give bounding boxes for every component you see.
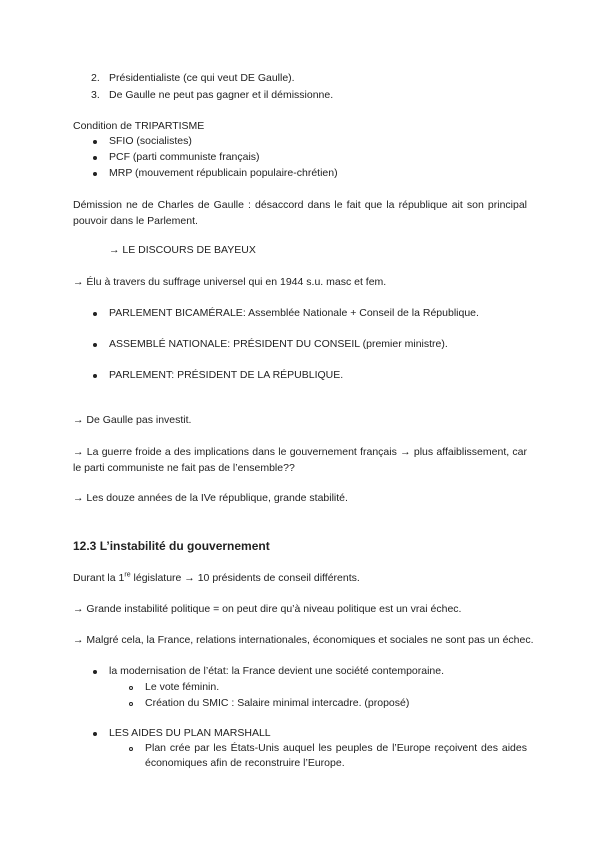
section-heading: 12.3 L’instabilité du gouvernement: [73, 539, 270, 553]
bullet-icon: [93, 732, 97, 736]
douze-annees-paragraph: → Les douze années de la IVe république, grande stabilité.: [73, 492, 348, 504]
legislature-sup: re: [124, 571, 131, 579]
numbered-item: Présidentialiste (ce qui veut DE Gaulle).: [109, 72, 295, 84]
list-item: PARLEMENT BICAMÉRALE: Assemblée Nationale + Conseil de la République.: [109, 307, 479, 319]
circle-bullet-icon: [129, 686, 133, 690]
circle-bullet-icon: [129, 747, 133, 751]
bullet-icon: [93, 140, 97, 144]
elu-paragraph: → Élu à travers du suffrage universel qui en 1944 s.u. masc et fem.: [73, 276, 387, 288]
list-item: PARLEMENT: PRÉSIDENT DE LA RÉPUBLIQUE.: [109, 369, 344, 381]
list-number: 2.: [91, 72, 100, 84]
sub-list-item: Le vote féminin.: [145, 681, 220, 693]
sub-list-item: Création du SMIC : Salaire minimal intercadre. (proposé): [145, 697, 410, 709]
bullet-icon: [93, 156, 97, 160]
list-item: la modernisation de l’état: la France devient une société contemporaine.: [109, 665, 445, 677]
list-item: PCF (parti communiste français): [109, 151, 260, 163]
pas-investit-paragraph: → De Gaulle pas investit.: [73, 414, 192, 426]
list-item: SFIO (socialistes): [109, 135, 192, 147]
legislature-pre: Durant la 1: [73, 572, 125, 584]
bullet-icon: [93, 172, 97, 176]
legislature-post: législature → 10 présidents de conseil différents.: [130, 572, 360, 584]
list-item: MRP (mouvement républicain populaire-chrétien): [109, 167, 338, 179]
demission-paragraph: Démission ne de Charles de Gaulle : désaccord dans le fait que la république ait son principal pouvoir dans le Parlement.: [73, 199, 527, 227]
circle-bullet-icon: [129, 702, 133, 706]
bullet-icon: [93, 374, 97, 378]
list-item: ASSEMBLÉ NATIONALE: PRÉSIDENT DU CONSEIL (premier ministre).: [109, 338, 448, 350]
list-number: 3.: [91, 89, 100, 101]
discours-heading: → LE DISCOURS DE BAYEUX: [109, 244, 256, 256]
list-item: LES AIDES DU PLAN MARSHALL: [109, 727, 271, 739]
bullet-icon: [93, 670, 97, 674]
tripartisme-title: Condition de TRIPARTISME: [73, 120, 205, 132]
legislature-paragraph: [73, 571, 360, 585]
guerre-froide-paragraph: → La guerre froide a des implications dans le gouvernement français → plus affaiblissement, car le parti communiste ne fait pas de l’ensemble??: [73, 446, 527, 474]
malgre-paragraph: → Malgré cela, la France, relations internationales, économiques et sociales ne sont pas un échec.: [73, 634, 534, 646]
bullet-icon: [93, 343, 97, 347]
instabilite-paragraph: → Grande instabilité politique = on peut dire qu’à niveau politique est un vrai échec.: [73, 603, 462, 615]
bullet-icon: [93, 312, 97, 316]
numbered-item: De Gaulle ne peut pas gagner et il démissionne.: [109, 89, 334, 101]
sub-list-item: Plan crée par les États-Unis auquel les peuples de l’Europe reçoivent des aides économiques afin de reconstruire l’Europe.: [145, 742, 527, 769]
